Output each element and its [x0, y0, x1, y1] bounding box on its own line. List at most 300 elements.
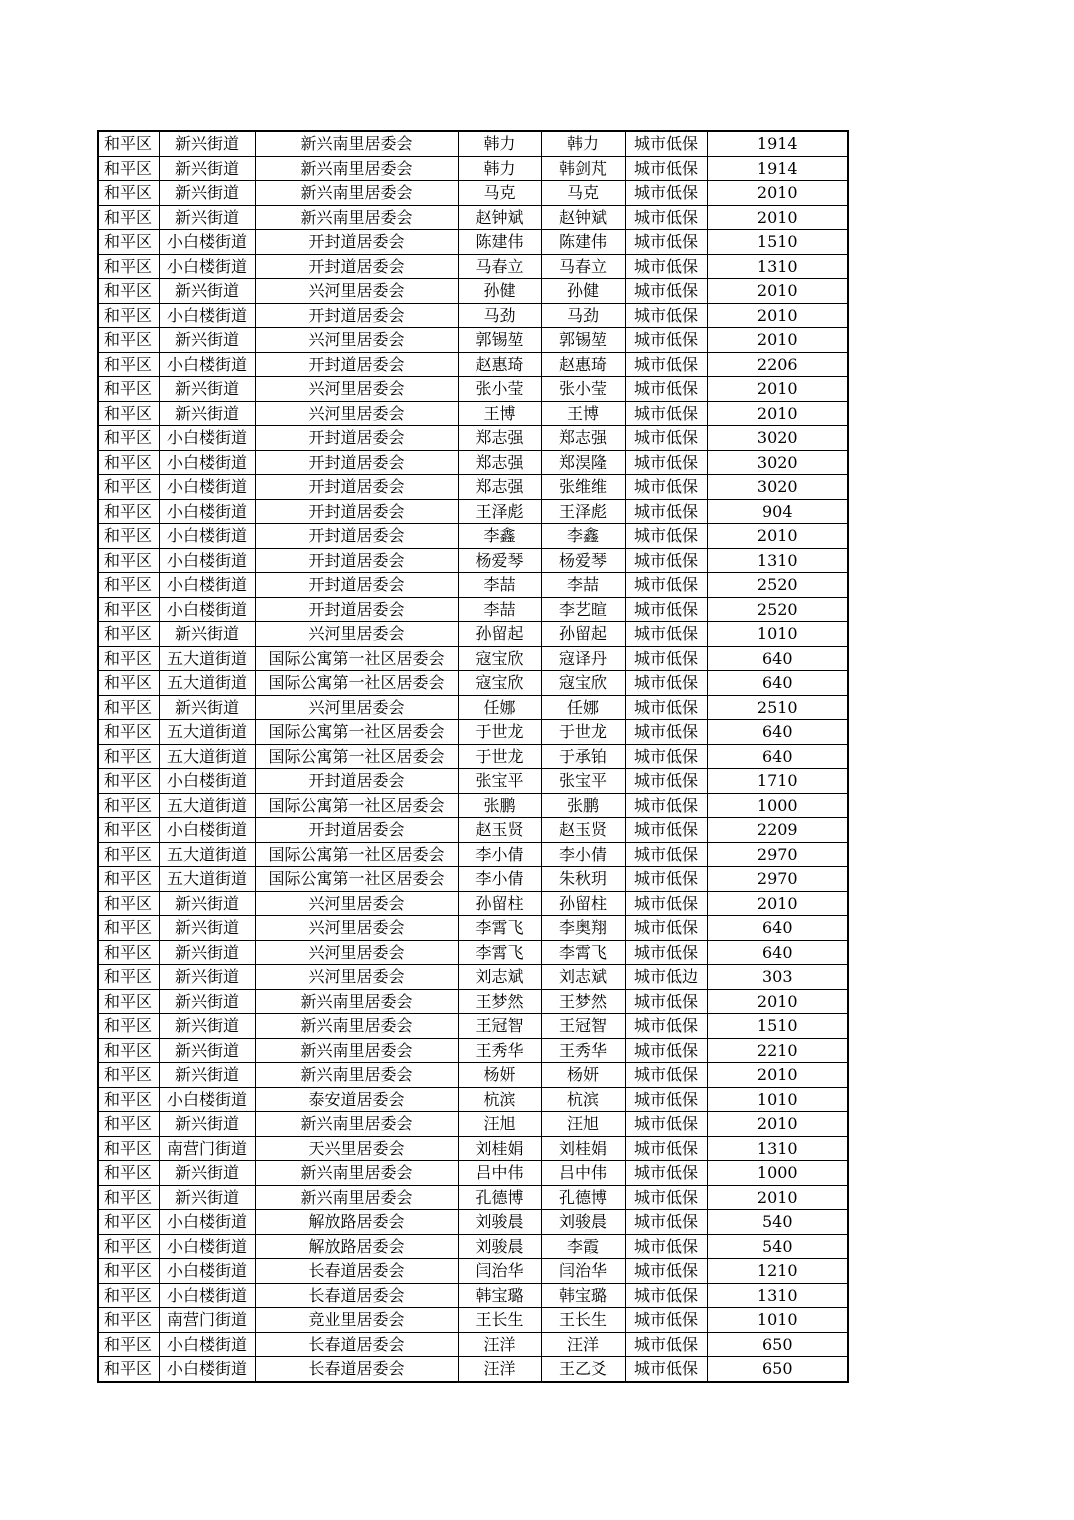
applicant-cell: 刘骏晨 — [458, 1234, 541, 1259]
applicant-cell: 赵钟斌 — [458, 205, 541, 230]
amount-cell: 650 — [707, 1357, 848, 1382]
table-row — [98, 1357, 848, 1382]
amount-cell: 1914 — [707, 131, 848, 156]
table-row — [98, 1283, 848, 1308]
amount-cell: 2520 — [707, 597, 848, 622]
table-row — [98, 1112, 848, 1137]
member-cell: 张鹏 — [541, 793, 625, 818]
applicant-cell: 李小倩 — [458, 842, 541, 867]
district-cell: 和平区 — [98, 1210, 159, 1235]
category-cell: 城市低保 — [625, 1112, 707, 1137]
table-row — [98, 1185, 848, 1210]
amount-cell: 3020 — [707, 450, 848, 475]
committee-cell: 开封道居委会 — [255, 450, 458, 475]
member-cell: 吕中伟 — [541, 1161, 625, 1186]
member-cell: 张维维 — [541, 475, 625, 500]
amount-cell: 2520 — [707, 573, 848, 598]
committee-cell: 新兴南里居委会 — [255, 131, 458, 156]
district-cell: 和平区 — [98, 720, 159, 745]
category-cell: 城市低保 — [625, 1234, 707, 1259]
member-cell: 刘志斌 — [541, 965, 625, 990]
member-cell: 王长生 — [541, 1308, 625, 1333]
district-cell: 和平区 — [98, 426, 159, 451]
table-row — [98, 769, 848, 794]
amount-cell: 1914 — [707, 156, 848, 181]
table-row — [98, 916, 848, 941]
applicant-cell: 李鑫 — [458, 524, 541, 549]
applicant-cell: 刘桂娟 — [458, 1136, 541, 1161]
amount-cell: 2209 — [707, 818, 848, 843]
applicant-cell: 杭滨 — [458, 1087, 541, 1112]
amount-cell: 1710 — [707, 769, 848, 794]
committee-cell: 开封道居委会 — [255, 573, 458, 598]
district-cell: 和平区 — [98, 1136, 159, 1161]
member-cell: 马劲 — [541, 303, 625, 328]
street-cell: 新兴街道 — [159, 622, 255, 647]
category-cell: 城市低保 — [625, 989, 707, 1014]
table-row — [98, 695, 848, 720]
applicant-cell: 王博 — [458, 401, 541, 426]
amount-cell: 2010 — [707, 524, 848, 549]
applicant-cell: 汪洋 — [458, 1332, 541, 1357]
amount-cell: 2010 — [707, 1063, 848, 1088]
applicant-cell: 于世龙 — [458, 744, 541, 769]
applicant-cell: 汪旭 — [458, 1112, 541, 1137]
category-cell: 城市低保 — [625, 940, 707, 965]
committee-cell: 兴河里居委会 — [255, 940, 458, 965]
applicant-cell: 韩力 — [458, 156, 541, 181]
committee-cell: 新兴南里居委会 — [255, 1038, 458, 1063]
table-row — [98, 377, 848, 402]
table-row — [98, 744, 848, 769]
street-cell: 新兴街道 — [159, 401, 255, 426]
district-cell: 和平区 — [98, 352, 159, 377]
street-cell: 新兴街道 — [159, 1185, 255, 1210]
table-row — [98, 230, 848, 255]
amount-cell: 1310 — [707, 548, 848, 573]
amount-cell: 640 — [707, 646, 848, 671]
amount-cell: 1000 — [707, 793, 848, 818]
amount-cell: 1010 — [707, 622, 848, 647]
applicant-cell: 张宝平 — [458, 769, 541, 794]
committee-cell: 新兴南里居委会 — [255, 1112, 458, 1137]
table-row — [98, 426, 848, 451]
member-cell: 李喆 — [541, 573, 625, 598]
table-row — [98, 254, 848, 279]
table-row — [98, 548, 848, 573]
street-cell: 小白楼街道 — [159, 1332, 255, 1357]
amount-cell: 640 — [707, 940, 848, 965]
street-cell: 新兴街道 — [159, 181, 255, 206]
category-cell: 城市低保 — [625, 1185, 707, 1210]
category-cell: 城市低保 — [625, 1161, 707, 1186]
district-cell: 和平区 — [98, 548, 159, 573]
amount-cell: 640 — [707, 720, 848, 745]
amount-cell: 2010 — [707, 891, 848, 916]
street-cell: 新兴街道 — [159, 205, 255, 230]
member-cell: 郑淏隆 — [541, 450, 625, 475]
committee-cell: 长春道居委会 — [255, 1283, 458, 1308]
applicant-cell: 王梦然 — [458, 989, 541, 1014]
street-cell: 新兴街道 — [159, 916, 255, 941]
category-cell: 城市低保 — [625, 156, 707, 181]
category-cell: 城市低边 — [625, 965, 707, 990]
street-cell: 新兴街道 — [159, 1063, 255, 1088]
street-cell: 小白楼街道 — [159, 1357, 255, 1382]
amount-cell: 540 — [707, 1234, 848, 1259]
street-cell: 五大道街道 — [159, 842, 255, 867]
district-cell: 和平区 — [98, 303, 159, 328]
district-cell: 和平区 — [98, 1234, 159, 1259]
member-cell: 杨妍 — [541, 1063, 625, 1088]
street-cell: 新兴街道 — [159, 328, 255, 353]
amount-cell: 2010 — [707, 377, 848, 402]
category-cell: 城市低保 — [625, 916, 707, 941]
applicant-cell: 杨妍 — [458, 1063, 541, 1088]
committee-cell: 国际公寓第一社区居委会 — [255, 793, 458, 818]
table-row — [98, 1136, 848, 1161]
committee-cell: 新兴南里居委会 — [255, 1014, 458, 1039]
district-cell: 和平区 — [98, 328, 159, 353]
table-row — [98, 475, 848, 500]
applicant-cell: 刘骏晨 — [458, 1210, 541, 1235]
category-cell: 城市低保 — [625, 671, 707, 696]
committee-cell: 新兴南里居委会 — [255, 989, 458, 1014]
category-cell: 城市低保 — [625, 426, 707, 451]
table-row — [98, 1014, 848, 1039]
category-cell: 城市低保 — [625, 1087, 707, 1112]
committee-cell: 兴河里居委会 — [255, 891, 458, 916]
amount-cell: 1010 — [707, 1308, 848, 1333]
district-cell: 和平区 — [98, 475, 159, 500]
table-row — [98, 401, 848, 426]
district-cell: 和平区 — [98, 1185, 159, 1210]
applicant-cell: 吕中伟 — [458, 1161, 541, 1186]
street-cell: 小白楼街道 — [159, 426, 255, 451]
street-cell: 小白楼街道 — [159, 303, 255, 328]
member-cell: 李奥翔 — [541, 916, 625, 941]
district-cell: 和平区 — [98, 1014, 159, 1039]
district-cell: 和平区 — [98, 1283, 159, 1308]
applicant-cell: 王冠智 — [458, 1014, 541, 1039]
street-cell: 新兴街道 — [159, 989, 255, 1014]
member-cell: 寇译丹 — [541, 646, 625, 671]
table-row — [98, 891, 848, 916]
applicant-cell: 寇宝欣 — [458, 671, 541, 696]
district-cell: 和平区 — [98, 279, 159, 304]
street-cell: 五大道街道 — [159, 744, 255, 769]
category-cell: 城市低保 — [625, 1357, 707, 1382]
street-cell: 新兴街道 — [159, 1038, 255, 1063]
relief-recipient-table — [97, 130, 849, 1383]
committee-cell: 兴河里居委会 — [255, 965, 458, 990]
category-cell: 城市低保 — [625, 744, 707, 769]
district-cell: 和平区 — [98, 524, 159, 549]
committee-cell: 长春道居委会 — [255, 1259, 458, 1284]
category-cell: 城市低保 — [625, 1014, 707, 1039]
applicant-cell: 郑志强 — [458, 450, 541, 475]
committee-cell: 新兴南里居委会 — [255, 1161, 458, 1186]
street-cell: 小白楼街道 — [159, 1210, 255, 1235]
amount-cell: 1310 — [707, 254, 848, 279]
category-cell: 城市低保 — [625, 793, 707, 818]
amount-cell: 650 — [707, 1332, 848, 1357]
committee-cell: 竞业里居委会 — [255, 1308, 458, 1333]
committee-cell: 兴河里居委会 — [255, 622, 458, 647]
amount-cell: 1000 — [707, 1161, 848, 1186]
member-cell: 孔德博 — [541, 1185, 625, 1210]
member-cell: 杨爱琴 — [541, 548, 625, 573]
committee-cell: 兴河里居委会 — [255, 401, 458, 426]
applicant-cell: 郭锡堃 — [458, 328, 541, 353]
category-cell: 城市低保 — [625, 254, 707, 279]
district-cell: 和平区 — [98, 818, 159, 843]
applicant-cell: 陈建伟 — [458, 230, 541, 255]
amount-cell: 3020 — [707, 426, 848, 451]
street-cell: 新兴街道 — [159, 156, 255, 181]
district-cell: 和平区 — [98, 965, 159, 990]
district-cell: 和平区 — [98, 622, 159, 647]
committee-cell: 解放路居委会 — [255, 1210, 458, 1235]
committee-cell: 开封道居委会 — [255, 548, 458, 573]
amount-cell: 1310 — [707, 1136, 848, 1161]
committee-cell: 新兴南里居委会 — [255, 1185, 458, 1210]
table-row — [98, 131, 848, 156]
member-cell: 陈建伟 — [541, 230, 625, 255]
category-cell: 城市低保 — [625, 818, 707, 843]
amount-cell: 640 — [707, 916, 848, 941]
amount-cell: 1010 — [707, 1087, 848, 1112]
table-row — [98, 989, 848, 1014]
committee-cell: 泰安道居委会 — [255, 1087, 458, 1112]
street-cell: 小白楼街道 — [159, 573, 255, 598]
district-cell: 和平区 — [98, 916, 159, 941]
member-cell: 李霞 — [541, 1234, 625, 1259]
member-cell: 王泽彪 — [541, 499, 625, 524]
street-cell: 小白楼街道 — [159, 769, 255, 794]
district-cell: 和平区 — [98, 671, 159, 696]
applicant-cell: 杨爱琴 — [458, 548, 541, 573]
category-cell: 城市低保 — [625, 573, 707, 598]
committee-cell: 国际公寓第一社区居委会 — [255, 867, 458, 892]
table-row — [98, 303, 848, 328]
amount-cell: 2010 — [707, 181, 848, 206]
member-cell: 杭滨 — [541, 1087, 625, 1112]
committee-cell: 国际公寓第一社区居委会 — [255, 842, 458, 867]
applicant-cell: 韩宝璐 — [458, 1283, 541, 1308]
street-cell: 南营门街道 — [159, 1136, 255, 1161]
category-cell: 城市低保 — [625, 524, 707, 549]
committee-cell: 兴河里居委会 — [255, 695, 458, 720]
committee-cell: 开封道居委会 — [255, 475, 458, 500]
district-cell: 和平区 — [98, 1038, 159, 1063]
table-row — [98, 328, 848, 353]
district-cell: 和平区 — [98, 744, 159, 769]
district-cell: 和平区 — [98, 499, 159, 524]
street-cell: 小白楼街道 — [159, 450, 255, 475]
district-cell: 和平区 — [98, 1259, 159, 1284]
table-row — [98, 842, 848, 867]
category-cell: 城市低保 — [625, 695, 707, 720]
committee-cell: 开封道居委会 — [255, 769, 458, 794]
committee-cell: 新兴南里居委会 — [255, 181, 458, 206]
street-cell: 小白楼街道 — [159, 597, 255, 622]
applicant-cell: 王泽彪 — [458, 499, 541, 524]
applicant-cell: 李霄飞 — [458, 916, 541, 941]
street-cell: 小白楼街道 — [159, 524, 255, 549]
member-cell: 张宝平 — [541, 769, 625, 794]
table-row — [98, 205, 848, 230]
category-cell: 城市低保 — [625, 891, 707, 916]
table-row — [98, 156, 848, 181]
applicant-cell: 孙留柱 — [458, 891, 541, 916]
category-cell: 城市低保 — [625, 303, 707, 328]
member-cell: 韩力 — [541, 131, 625, 156]
street-cell: 新兴街道 — [159, 965, 255, 990]
member-cell: 王冠智 — [541, 1014, 625, 1039]
street-cell: 小白楼街道 — [159, 499, 255, 524]
amount-cell: 2970 — [707, 842, 848, 867]
committee-cell: 兴河里居委会 — [255, 377, 458, 402]
member-cell: 郭锡堃 — [541, 328, 625, 353]
member-cell: 王乙爻 — [541, 1357, 625, 1382]
street-cell: 五大道街道 — [159, 793, 255, 818]
street-cell: 五大道街道 — [159, 720, 255, 745]
table-row — [98, 524, 848, 549]
member-cell: 王博 — [541, 401, 625, 426]
committee-cell: 天兴里居委会 — [255, 1136, 458, 1161]
district-cell: 和平区 — [98, 793, 159, 818]
street-cell: 小白楼街道 — [159, 254, 255, 279]
applicant-cell: 寇宝欣 — [458, 646, 541, 671]
member-cell: 汪洋 — [541, 1332, 625, 1357]
table-row — [98, 499, 848, 524]
amount-cell: 2010 — [707, 1185, 848, 1210]
member-cell: 孙健 — [541, 279, 625, 304]
member-cell: 李霄飞 — [541, 940, 625, 965]
table-row — [98, 965, 848, 990]
table-row — [98, 279, 848, 304]
member-cell: 张小莹 — [541, 377, 625, 402]
table-row — [98, 1308, 848, 1333]
committee-cell: 兴河里居委会 — [255, 328, 458, 353]
category-cell: 城市低保 — [625, 1308, 707, 1333]
committee-cell: 开封道居委会 — [255, 597, 458, 622]
district-cell: 和平区 — [98, 867, 159, 892]
member-cell: 孙留起 — [541, 622, 625, 647]
category-cell: 城市低保 — [625, 131, 707, 156]
table-row — [98, 1087, 848, 1112]
applicant-cell: 马克 — [458, 181, 541, 206]
category-cell: 城市低保 — [625, 622, 707, 647]
category-cell: 城市低保 — [625, 646, 707, 671]
member-cell: 赵钟斌 — [541, 205, 625, 230]
district-cell: 和平区 — [98, 1087, 159, 1112]
street-cell: 小白楼街道 — [159, 230, 255, 255]
applicant-cell: 王秀华 — [458, 1038, 541, 1063]
table-row — [98, 1210, 848, 1235]
member-cell: 王秀华 — [541, 1038, 625, 1063]
district-cell: 和平区 — [98, 573, 159, 598]
street-cell: 小白楼街道 — [159, 352, 255, 377]
table-row — [98, 1161, 848, 1186]
street-cell: 五大道街道 — [159, 867, 255, 892]
district-cell: 和平区 — [98, 989, 159, 1014]
amount-cell: 2206 — [707, 352, 848, 377]
member-cell: 马春立 — [541, 254, 625, 279]
category-cell: 城市低保 — [625, 181, 707, 206]
committee-cell: 开封道居委会 — [255, 818, 458, 843]
street-cell: 新兴街道 — [159, 1112, 255, 1137]
district-cell: 和平区 — [98, 1332, 159, 1357]
member-cell: 于承铂 — [541, 744, 625, 769]
street-cell: 小白楼街道 — [159, 475, 255, 500]
district-cell: 和平区 — [98, 891, 159, 916]
member-cell: 刘骏晨 — [541, 1210, 625, 1235]
table-row — [98, 450, 848, 475]
street-cell: 小白楼街道 — [159, 1087, 255, 1112]
applicant-cell: 郑志强 — [458, 426, 541, 451]
committee-cell: 兴河里居委会 — [255, 916, 458, 941]
district-cell: 和平区 — [98, 1357, 159, 1382]
district-cell: 和平区 — [98, 1063, 159, 1088]
committee-cell: 开封道居委会 — [255, 352, 458, 377]
amount-cell: 2210 — [707, 1038, 848, 1063]
member-cell: 朱秋玥 — [541, 867, 625, 892]
street-cell: 新兴街道 — [159, 377, 255, 402]
applicant-cell: 李喆 — [458, 597, 541, 622]
committee-cell: 开封道居委会 — [255, 426, 458, 451]
district-cell: 和平区 — [98, 769, 159, 794]
table-row — [98, 867, 848, 892]
category-cell: 城市低保 — [625, 328, 707, 353]
category-cell: 城市低保 — [625, 205, 707, 230]
table-row — [98, 622, 848, 647]
district-cell: 和平区 — [98, 1161, 159, 1186]
category-cell: 城市低保 — [625, 401, 707, 426]
category-cell: 城市低保 — [625, 1038, 707, 1063]
category-cell: 城市低保 — [625, 450, 707, 475]
category-cell: 城市低保 — [625, 769, 707, 794]
street-cell: 小白楼街道 — [159, 818, 255, 843]
amount-cell: 1510 — [707, 1014, 848, 1039]
amount-cell: 640 — [707, 671, 848, 696]
member-cell: 任娜 — [541, 695, 625, 720]
committee-cell: 新兴南里居委会 — [255, 205, 458, 230]
applicant-cell: 闫治华 — [458, 1259, 541, 1284]
member-cell: 寇宝欣 — [541, 671, 625, 696]
category-cell: 城市低保 — [625, 597, 707, 622]
district-cell: 和平区 — [98, 695, 159, 720]
street-cell: 新兴街道 — [159, 279, 255, 304]
member-cell: 赵惠琦 — [541, 352, 625, 377]
member-cell: 李艺暄 — [541, 597, 625, 622]
table-row — [98, 940, 848, 965]
committee-cell: 兴河里居委会 — [255, 279, 458, 304]
committee-cell: 国际公寓第一社区居委会 — [255, 671, 458, 696]
street-cell: 五大道街道 — [159, 671, 255, 696]
street-cell: 南营门街道 — [159, 1308, 255, 1333]
district-cell: 和平区 — [98, 254, 159, 279]
table-row — [98, 646, 848, 671]
district-cell: 和平区 — [98, 646, 159, 671]
category-cell: 城市低保 — [625, 475, 707, 500]
amount-cell: 904 — [707, 499, 848, 524]
amount-cell: 2010 — [707, 1112, 848, 1137]
district-cell: 和平区 — [98, 1112, 159, 1137]
district-cell: 和平区 — [98, 1308, 159, 1333]
category-cell: 城市低保 — [625, 279, 707, 304]
